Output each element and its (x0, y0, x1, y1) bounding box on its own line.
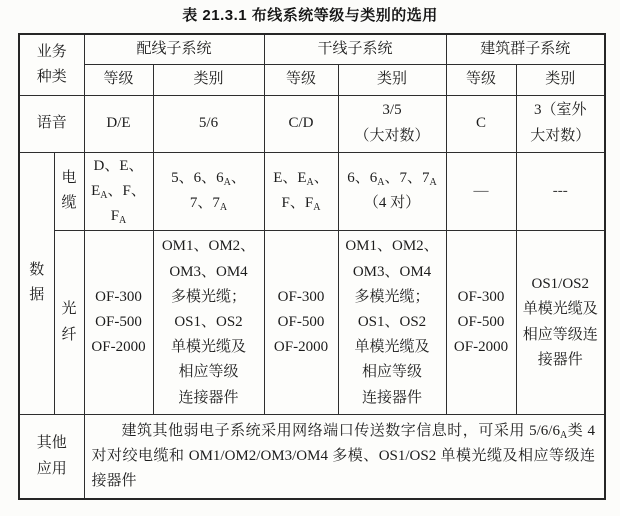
voice-campus-category: 3（室外 大对数） (516, 95, 605, 152)
table-title: 表 21.3.1 布线系统等级与类别的选用 (182, 7, 438, 24)
header-backbone-grade: 等级 (264, 64, 338, 95)
fiber-campus-category: OS1/OS2 单模光缆及 相应等级连 接器件 (516, 231, 605, 415)
header-horizontal-grade: 等级 (84, 64, 153, 95)
header-group-horizontal-subsystem: 配线子系统 (84, 34, 264, 64)
voice-horizontal-grade: D/E (84, 95, 153, 152)
data-group-label: 数 据 (19, 152, 54, 415)
header-group-campus-subsystem: 建筑群子系统 (446, 34, 605, 64)
header-row-groups (19, 34, 605, 64)
cable-label: 电 缆 (54, 152, 84, 231)
fiber-backbone-grade: OF-300 OF-500 OF-2000 (264, 231, 338, 415)
voice-label: 语音 (19, 95, 84, 152)
fiber-label: 光 纤 (54, 231, 84, 415)
header-horizontal-category: 类别 (153, 64, 264, 95)
header-campus-grade: 等级 (446, 64, 516, 95)
row-data-cable (19, 152, 605, 231)
fiber-horizontal-grade: OF-300 OF-500 OF-2000 (84, 231, 153, 415)
row-other-applications (19, 415, 605, 500)
cable-campus-grade: — (446, 152, 516, 231)
cable-backbone-grade: E、$E_A$、 F、$F_A$ (264, 152, 338, 231)
fiber-campus-grade: OF-300 OF-500 OF-2000 (446, 231, 516, 415)
header-backbone-category: 类别 (338, 64, 446, 95)
other-applications-text: 建筑其他弱电子系统采用网络端口传送数字信息时，可采用 $5/6/6_A$类 4 对对绞电缆和 OM1/OM2/OM3/OM4 多模、OS1/OS2 单模光缆及相应等级连接器件 (84, 415, 605, 500)
cable-campus-category: --- (516, 152, 605, 231)
fiber-backbone-category: OM1、OM2、 OM3、OM4 多模光缆； OS1、OS2 单模光缆及 相应等级 连接器件 (338, 231, 446, 415)
voice-campus-grade: C (446, 95, 516, 152)
cable-horizontal-category: 5、6、$6_A$、 7、$7_A$ (153, 152, 264, 231)
cable-backbone-category: 6、$6_A$、7、$7_A$ （4 对） (338, 152, 446, 231)
voice-backbone-grade: C/D (264, 95, 338, 152)
header-campus-category: 类别 (516, 64, 605, 95)
cable-horizontal-grade: D、E、 $E_A$、F、 $F_A$ (84, 152, 153, 231)
row-voice (19, 95, 605, 152)
header-service-type: 业务 种类 (19, 34, 84, 95)
fiber-horizontal-category: OM1、OM2、 OM3、OM4 多模光缆； OS1、OS2 单模光缆及 相应等级 连接器件 (153, 231, 264, 415)
voice-horizontal-category: 5/6 (153, 95, 264, 152)
row-data-fiber (19, 231, 605, 415)
voice-backbone-category: 3/5 （大对数） (338, 95, 446, 152)
cabling-grade-table (18, 33, 606, 500)
header-group-backbone-subsystem: 干线子系统 (264, 34, 446, 64)
header-row-sub (19, 64, 605, 95)
other-label: 其他 应用 (19, 415, 84, 500)
